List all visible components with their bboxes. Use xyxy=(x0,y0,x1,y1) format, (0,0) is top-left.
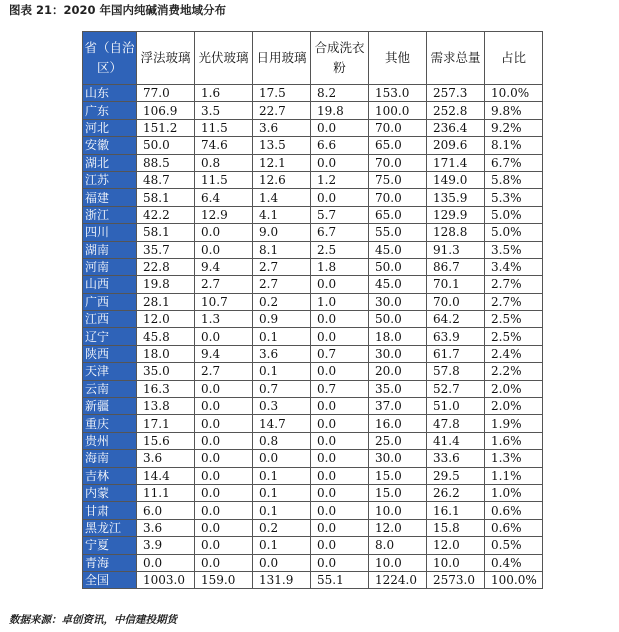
cell-total-demand: 15.8 xyxy=(427,519,485,536)
cell-detergent: 0.0 xyxy=(311,484,369,501)
cell-pv-glass: 1.6 xyxy=(195,85,253,102)
table-row xyxy=(83,467,543,484)
cell-pv-glass: 0.0 xyxy=(195,380,253,397)
cell-pv-glass: 2.7 xyxy=(195,363,253,380)
cell-float-glass: 17.1 xyxy=(137,415,195,432)
source-note: 数据来源：卓创资讯，中信建投期货 xyxy=(9,614,177,626)
table-row xyxy=(83,137,543,154)
cell-other: 12.0 xyxy=(369,519,427,536)
table-row xyxy=(83,293,543,310)
header-share: 占比 xyxy=(485,32,543,85)
cell-float-glass: 15.6 xyxy=(137,432,195,449)
cell-total-demand: 64.2 xyxy=(427,311,485,328)
cell-daily-glass: 0.1 xyxy=(253,467,311,484)
cell-daily-glass: 0.1 xyxy=(253,363,311,380)
cell-other: 18.0 xyxy=(369,328,427,345)
cell-province: 江苏 xyxy=(83,171,137,188)
cell-pv-glass: 0.0 xyxy=(195,450,253,467)
cell-daily-glass: 13.5 xyxy=(253,137,311,154)
cell-other: 75.0 xyxy=(369,171,427,188)
header-pv-glass: 光伏玻璃 xyxy=(195,32,253,85)
cell-other: 70.0 xyxy=(369,119,427,136)
cell-float-glass: 28.1 xyxy=(137,293,195,310)
table-row xyxy=(83,380,543,397)
cell-float-glass: 42.2 xyxy=(137,206,195,223)
cell-detergent: 0.0 xyxy=(311,467,369,484)
cell-total-demand: 236.4 xyxy=(427,119,485,136)
cell-pv-glass: 0.0 xyxy=(195,398,253,415)
table-row xyxy=(83,224,543,241)
cell-pv-glass: 0.8 xyxy=(195,154,253,171)
cell-pv-glass: 74.6 xyxy=(195,137,253,154)
cell-total-demand: 70.0 xyxy=(427,293,485,310)
cell-share: 2.5% xyxy=(485,328,543,345)
cell-share: 1.3% xyxy=(485,450,543,467)
cell-pv-glass: 0.0 xyxy=(195,554,253,571)
table-row xyxy=(83,154,543,171)
cell-province: 全国 xyxy=(83,571,137,588)
cell-detergent: 2.5 xyxy=(311,241,369,258)
cell-pv-glass: 0.0 xyxy=(195,415,253,432)
cell-daily-glass: 3.6 xyxy=(253,345,311,362)
cell-float-glass: 35.0 xyxy=(137,363,195,380)
cell-detergent: 6.6 xyxy=(311,137,369,154)
cell-share: 3.4% xyxy=(485,258,543,275)
consumption-table-wrap xyxy=(82,31,543,589)
table-row xyxy=(83,189,543,206)
cell-pv-glass: 6.4 xyxy=(195,189,253,206)
cell-province: 湖北 xyxy=(83,154,137,171)
cell-float-glass: 106.9 xyxy=(137,102,195,119)
cell-daily-glass: 131.9 xyxy=(253,571,311,588)
cell-total-demand: 171.4 xyxy=(427,154,485,171)
cell-float-glass: 88.5 xyxy=(137,154,195,171)
header-province: 省（自治区） xyxy=(83,32,137,85)
cell-float-glass: 3.6 xyxy=(137,519,195,536)
cell-province: 四川 xyxy=(83,224,137,241)
cell-pv-glass: 3.5 xyxy=(195,102,253,119)
cell-detergent: 0.0 xyxy=(311,450,369,467)
cell-detergent: 0.0 xyxy=(311,119,369,136)
cell-daily-glass: 0.1 xyxy=(253,537,311,554)
cell-pv-glass: 0.0 xyxy=(195,502,253,519)
cell-detergent: 0.0 xyxy=(311,328,369,345)
cell-detergent: 8.2 xyxy=(311,85,369,102)
cell-total-demand: 29.5 xyxy=(427,467,485,484)
cell-other: 45.0 xyxy=(369,276,427,293)
cell-other: 25.0 xyxy=(369,432,427,449)
table-row xyxy=(83,502,543,519)
cell-daily-glass: 2.7 xyxy=(253,276,311,293)
cell-detergent: 5.7 xyxy=(311,206,369,223)
cell-other: 65.0 xyxy=(369,137,427,154)
cell-province: 青海 xyxy=(83,554,137,571)
cell-daily-glass: 4.1 xyxy=(253,206,311,223)
cell-other: 70.0 xyxy=(369,154,427,171)
cell-total-demand: 135.9 xyxy=(427,189,485,206)
cell-share: 2.2% xyxy=(485,363,543,380)
cell-share: 2.0% xyxy=(485,398,543,415)
cell-float-glass: 48.7 xyxy=(137,171,195,188)
cell-daily-glass: 12.1 xyxy=(253,154,311,171)
cell-province: 黑龙江 xyxy=(83,519,137,536)
cell-total-demand: 63.9 xyxy=(427,328,485,345)
cell-daily-glass: 0.1 xyxy=(253,328,311,345)
table-body xyxy=(83,85,543,589)
cell-province: 福建 xyxy=(83,189,137,206)
cell-daily-glass: 0.8 xyxy=(253,432,311,449)
cell-detergent: 0.0 xyxy=(311,415,369,432)
cell-daily-glass: 0.2 xyxy=(253,519,311,536)
header-daily-glass: 日用玻璃 xyxy=(253,32,311,85)
table-row xyxy=(83,519,543,536)
cell-total-demand: 70.1 xyxy=(427,276,485,293)
cell-other: 1224.0 xyxy=(369,571,427,588)
cell-pv-glass: 1.3 xyxy=(195,311,253,328)
cell-daily-glass: 17.5 xyxy=(253,85,311,102)
cell-detergent: 0.0 xyxy=(311,502,369,519)
cell-province: 山东 xyxy=(83,85,137,102)
cell-share: 2.5% xyxy=(485,311,543,328)
cell-share: 2.7% xyxy=(485,276,543,293)
cell-detergent: 55.1 xyxy=(311,571,369,588)
cell-daily-glass: 1.4 xyxy=(253,189,311,206)
cell-share: 2.7% xyxy=(485,293,543,310)
cell-detergent: 0.0 xyxy=(311,398,369,415)
figure-title: 图表 21：2020 年国内纯碱消费地域分布 xyxy=(9,3,227,17)
cell-pv-glass: 2.7 xyxy=(195,276,253,293)
cell-total-demand: 47.8 xyxy=(427,415,485,432)
cell-share: 1.9% xyxy=(485,415,543,432)
cell-total-demand: 86.7 xyxy=(427,258,485,275)
cell-province: 陕西 xyxy=(83,345,137,362)
cell-other: 50.0 xyxy=(369,311,427,328)
cell-detergent: 1.8 xyxy=(311,258,369,275)
cell-other: 30.0 xyxy=(369,293,427,310)
table-row xyxy=(83,311,543,328)
cell-float-glass: 11.1 xyxy=(137,484,195,501)
cell-pv-glass: 10.7 xyxy=(195,293,253,310)
cell-daily-glass: 0.2 xyxy=(253,293,311,310)
cell-float-glass: 3.6 xyxy=(137,450,195,467)
cell-float-glass: 12.0 xyxy=(137,311,195,328)
cell-float-glass: 0.0 xyxy=(137,554,195,571)
cell-total-demand: 2573.0 xyxy=(427,571,485,588)
cell-other: 8.0 xyxy=(369,537,427,554)
cell-other: 30.0 xyxy=(369,450,427,467)
cell-share: 0.5% xyxy=(485,537,543,554)
cell-daily-glass: 0.1 xyxy=(253,502,311,519)
cell-other: 153.0 xyxy=(369,85,427,102)
cell-share: 8.1% xyxy=(485,137,543,154)
cell-daily-glass: 0.0 xyxy=(253,554,311,571)
cell-total-demand: 52.7 xyxy=(427,380,485,397)
cell-pv-glass: 159.0 xyxy=(195,571,253,588)
cell-province: 海南 xyxy=(83,450,137,467)
cell-pv-glass: 11.5 xyxy=(195,119,253,136)
cell-total-demand: 16.1 xyxy=(427,502,485,519)
cell-total-demand: 41.4 xyxy=(427,432,485,449)
cell-other: 55.0 xyxy=(369,224,427,241)
table-row xyxy=(83,484,543,501)
cell-pv-glass: 0.0 xyxy=(195,467,253,484)
cell-daily-glass: 0.3 xyxy=(253,398,311,415)
table-row xyxy=(83,415,543,432)
cell-other: 15.0 xyxy=(369,467,427,484)
cell-pv-glass: 0.0 xyxy=(195,241,253,258)
cell-total-demand: 57.8 xyxy=(427,363,485,380)
cell-share: 10.0% xyxy=(485,85,543,102)
cell-province: 辽宁 xyxy=(83,328,137,345)
cell-share: 6.7% xyxy=(485,154,543,171)
cell-other: 30.0 xyxy=(369,345,427,362)
cell-total-demand: 252.8 xyxy=(427,102,485,119)
cell-pv-glass: 0.0 xyxy=(195,224,253,241)
cell-daily-glass: 8.1 xyxy=(253,241,311,258)
cell-total-demand: 26.2 xyxy=(427,484,485,501)
header-other: 其他 xyxy=(369,32,427,85)
cell-total-demand: 12.0 xyxy=(427,537,485,554)
cell-province: 天津 xyxy=(83,363,137,380)
cell-share: 1.1% xyxy=(485,467,543,484)
cell-detergent: 0.0 xyxy=(311,537,369,554)
cell-float-glass: 22.8 xyxy=(137,258,195,275)
cell-pv-glass: 0.0 xyxy=(195,328,253,345)
cell-daily-glass: 3.6 xyxy=(253,119,311,136)
cell-province: 湖南 xyxy=(83,241,137,258)
cell-share: 1.0% xyxy=(485,484,543,501)
cell-total-demand: 209.6 xyxy=(427,137,485,154)
cell-daily-glass: 22.7 xyxy=(253,102,311,119)
cell-share: 0.6% xyxy=(485,519,543,536)
cell-detergent: 0.0 xyxy=(311,554,369,571)
table-row xyxy=(83,398,543,415)
table-header xyxy=(83,32,543,85)
cell-daily-glass: 0.1 xyxy=(253,484,311,501)
cell-province: 河南 xyxy=(83,258,137,275)
cell-pv-glass: 11.5 xyxy=(195,171,253,188)
table-row xyxy=(83,554,543,571)
cell-other: 10.0 xyxy=(369,554,427,571)
cell-other: 15.0 xyxy=(369,484,427,501)
cell-float-glass: 16.3 xyxy=(137,380,195,397)
cell-other: 50.0 xyxy=(369,258,427,275)
cell-float-glass: 58.1 xyxy=(137,189,195,206)
cell-float-glass: 13.8 xyxy=(137,398,195,415)
cell-other: 16.0 xyxy=(369,415,427,432)
table-row xyxy=(83,537,543,554)
cell-detergent: 19.8 xyxy=(311,102,369,119)
table-row xyxy=(83,258,543,275)
cell-share: 2.4% xyxy=(485,345,543,362)
cell-daily-glass: 12.6 xyxy=(253,171,311,188)
table-row xyxy=(83,241,543,258)
cell-share: 5.8% xyxy=(485,171,543,188)
cell-other: 65.0 xyxy=(369,206,427,223)
cell-share: 9.2% xyxy=(485,119,543,136)
cell-detergent: 1.2 xyxy=(311,171,369,188)
table-row xyxy=(83,171,543,188)
cell-detergent: 0.0 xyxy=(311,154,369,171)
cell-pv-glass: 0.0 xyxy=(195,537,253,554)
cell-detergent: 1.0 xyxy=(311,293,369,310)
cell-other: 37.0 xyxy=(369,398,427,415)
cell-total-demand: 51.0 xyxy=(427,398,485,415)
cell-other: 70.0 xyxy=(369,189,427,206)
cell-other: 45.0 xyxy=(369,241,427,258)
cell-float-glass: 19.8 xyxy=(137,276,195,293)
cell-share: 5.3% xyxy=(485,189,543,206)
cell-pv-glass: 9.4 xyxy=(195,258,253,275)
cell-other: 35.0 xyxy=(369,380,427,397)
cell-share: 5.0% xyxy=(485,206,543,223)
table-row xyxy=(83,450,543,467)
header-float-glass: 浮法玻璃 xyxy=(137,32,195,85)
cell-detergent: 0.0 xyxy=(311,519,369,536)
table-row xyxy=(83,432,543,449)
cell-province: 宁夏 xyxy=(83,537,137,554)
cell-province: 山西 xyxy=(83,276,137,293)
cell-other: 100.0 xyxy=(369,102,427,119)
cell-float-glass: 35.7 xyxy=(137,241,195,258)
header-detergent: 合成洗衣粉 xyxy=(311,32,369,85)
table-row xyxy=(83,345,543,362)
cell-float-glass: 151.2 xyxy=(137,119,195,136)
cell-province: 江西 xyxy=(83,311,137,328)
cell-daily-glass: 0.9 xyxy=(253,311,311,328)
cell-detergent: 0.0 xyxy=(311,189,369,206)
cell-province: 广东 xyxy=(83,102,137,119)
cell-total-demand: 129.9 xyxy=(427,206,485,223)
cell-share: 2.0% xyxy=(485,380,543,397)
cell-float-glass: 1003.0 xyxy=(137,571,195,588)
cell-province: 贵州 xyxy=(83,432,137,449)
cell-pv-glass: 0.0 xyxy=(195,484,253,501)
cell-province: 重庆 xyxy=(83,415,137,432)
table-row xyxy=(83,206,543,223)
cell-province: 河北 xyxy=(83,119,137,136)
cell-total-demand: 149.0 xyxy=(427,171,485,188)
cell-float-glass: 58.1 xyxy=(137,224,195,241)
cell-daily-glass: 14.7 xyxy=(253,415,311,432)
cell-detergent: 6.7 xyxy=(311,224,369,241)
cell-province: 吉林 xyxy=(83,467,137,484)
cell-other: 20.0 xyxy=(369,363,427,380)
cell-province: 浙江 xyxy=(83,206,137,223)
cell-float-glass: 3.9 xyxy=(137,537,195,554)
cell-share: 0.4% xyxy=(485,554,543,571)
table-row xyxy=(83,119,543,136)
cell-daily-glass: 0.0 xyxy=(253,450,311,467)
cell-province: 内蒙 xyxy=(83,484,137,501)
cell-pv-glass: 0.0 xyxy=(195,432,253,449)
cell-share: 9.8% xyxy=(485,102,543,119)
cell-pv-glass: 12.9 xyxy=(195,206,253,223)
cell-total-demand: 61.7 xyxy=(427,345,485,362)
cell-share: 1.6% xyxy=(485,432,543,449)
cell-total-demand: 128.8 xyxy=(427,224,485,241)
cell-float-glass: 14.4 xyxy=(137,467,195,484)
cell-float-glass: 6.0 xyxy=(137,502,195,519)
table-row xyxy=(83,328,543,345)
cell-province: 甘肃 xyxy=(83,502,137,519)
cell-province: 广西 xyxy=(83,293,137,310)
cell-detergent: 0.7 xyxy=(311,345,369,362)
cell-pv-glass: 0.0 xyxy=(195,519,253,536)
cell-total-demand: 10.0 xyxy=(427,554,485,571)
header-total-demand: 需求总量 xyxy=(427,32,485,85)
cell-share: 0.6% xyxy=(485,502,543,519)
cell-float-glass: 18.0 xyxy=(137,345,195,362)
table-row xyxy=(83,571,543,588)
cell-detergent: 0.0 xyxy=(311,276,369,293)
cell-share: 100.0% xyxy=(485,571,543,588)
cell-daily-glass: 0.7 xyxy=(253,380,311,397)
cell-daily-glass: 9.0 xyxy=(253,224,311,241)
table-row xyxy=(83,85,543,102)
cell-total-demand: 257.3 xyxy=(427,85,485,102)
cell-share: 5.0% xyxy=(485,224,543,241)
cell-daily-glass: 2.7 xyxy=(253,258,311,275)
cell-total-demand: 91.3 xyxy=(427,241,485,258)
cell-detergent: 0.0 xyxy=(311,363,369,380)
cell-share: 3.5% xyxy=(485,241,543,258)
cell-float-glass: 50.0 xyxy=(137,137,195,154)
cell-detergent: 0.0 xyxy=(311,432,369,449)
cell-float-glass: 77.0 xyxy=(137,85,195,102)
cell-pv-glass: 9.4 xyxy=(195,345,253,362)
table-row xyxy=(83,102,543,119)
cell-province: 安徽 xyxy=(83,137,137,154)
cell-detergent: 0.0 xyxy=(311,311,369,328)
consumption-table xyxy=(82,31,543,589)
table-row xyxy=(83,363,543,380)
header-row xyxy=(83,32,543,85)
cell-other: 10.0 xyxy=(369,502,427,519)
table-row xyxy=(83,276,543,293)
cell-province: 新疆 xyxy=(83,398,137,415)
cell-total-demand: 33.6 xyxy=(427,450,485,467)
cell-float-glass: 45.8 xyxy=(137,328,195,345)
cell-detergent: 0.7 xyxy=(311,380,369,397)
cell-province: 云南 xyxy=(83,380,137,397)
